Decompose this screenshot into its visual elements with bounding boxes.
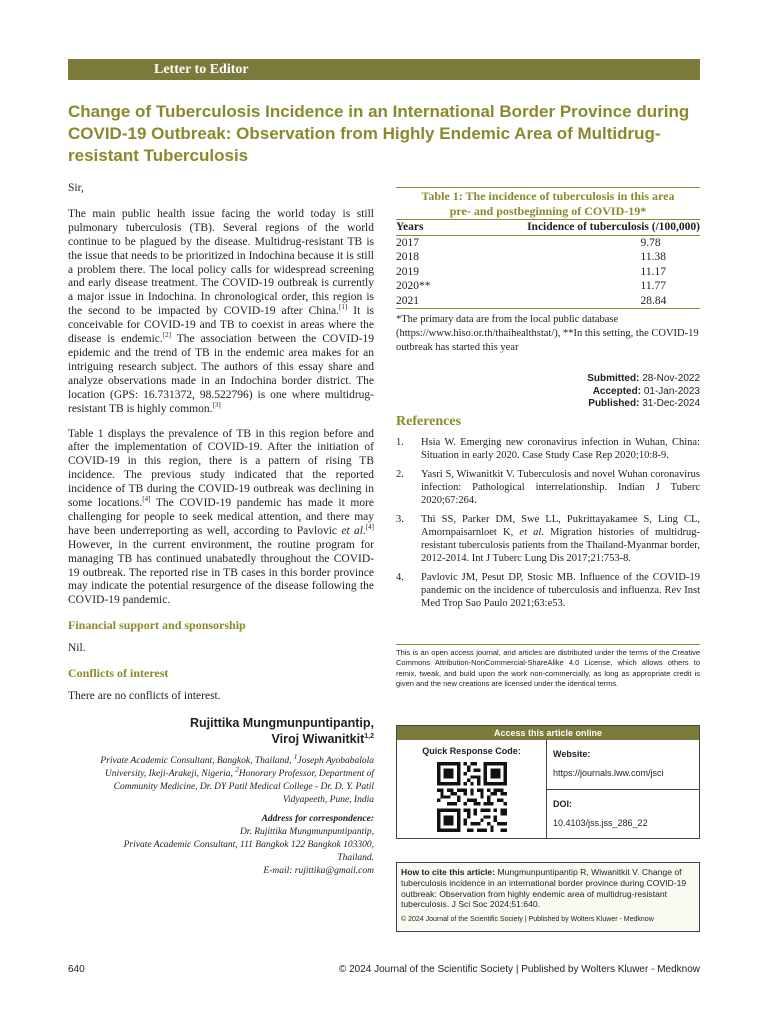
list-item[interactable]: 4. Pavlovic JM, Pesut DP, Stosic MB. Influence of the COVID-19 pandemic on the incidence of tuberculosis and influenza. Rev Inst Med Trop Sao Paulo 2021;63:e53. (396, 572, 700, 609)
table-row: 2018 11.38 (396, 251, 666, 263)
body-paragraph-1: The main public health issue facing the world today is still pulmonary tuberculosis (TB). Several regions of the world continue to be plagued by the disease. Multidrug-resistant TB is the issue that needs to be prioritized in Indochina because it is still a problem there. The local policy calls for widespread screening and early disease treatment. The COVID-19 outbreak is currently a major issue in Indochina. In chronological order, this region is the second to be impacted by COVID-19 after China.[1] It is conceivable for COVID-19 and TB to coexist in areas where the disease is endemic.[2] The association between the COVID-19 epidemic and the trend of TB in the endemic area makes for an intriguing research subject. The authors of this essay share and analyze observations made in an Indochina border district. The location (GPS: 16.731372, 98.522796) is one where multidrug-resistant TB is highly common.[3] (68, 207, 374, 415)
letter-body (68, 182, 374, 878)
table-row: 2017 9.78 (396, 236, 661, 249)
col-years: Years (396, 220, 436, 236)
access-heading: Access this article online (397, 726, 699, 740)
list-item[interactable]: 3. Thi SS, Parker DM, Swe LL, Pukrittayakamee S, Ling CL, Amornpaisarnloet K, et al. Migration histories of multidrug-resistant tuberculosis patients from the Thailand-Myanmar border, 2012-2014. Int J Tuberc Lung Dis 2017;21:753-8. (396, 514, 700, 564)
article-title: Change of Tuberculosis Incidence in an International Border Province during COVID-19 Outbreak: Observation from Highly Endemic Area of Multidrug-resistant Tuberculosis (68, 102, 690, 165)
citation-1[interactable]: [1] (339, 303, 348, 312)
references-heading: References (396, 414, 462, 429)
table-row: 2021 28.84 (396, 294, 700, 309)
citation-2[interactable]: [2] (162, 331, 171, 340)
article-type-banner: Letter to Editor (68, 59, 700, 80)
list-item[interactable]: 2. Yasri S, Wiwanitkit V. Tuberculosis and novel Wuhan coronavirus infection: Pathological interrelationship. Indian J Tuberc 2020;67:264. (396, 469, 700, 506)
citation-4[interactable]: [4] (142, 495, 151, 504)
incidence-table (396, 219, 700, 309)
article-dates: Submitted: 28-Nov-2022 Accepted: 01-Jan-2023 Published: 31-Dec-2024 (587, 373, 700, 409)
correspondence: Address for correspondence: Dr. Rujittika Mungmunpuntipantip, Private Academic Consultant, 111 Bangkok 122 Bangkok 103300, Thailand. E-mail: rujittika@gmail.com (68, 813, 374, 878)
how-to-cite-box: How to cite this article: Mungmunpuntipantip R, Wiwanitkit V. Change of tuberculosis incidence in an international border province during COVID-19 outbreak: Observation from highly endemic area of multidrug-resistant tuberculosis. J Sci Soc 2024;51:640. © 2024 Journal of the Scientific Society | Published by Wolters Kluwer - Medknow (396, 862, 700, 932)
citation-3[interactable]: [3] (212, 400, 221, 409)
website-cell: Website: https://journals.lww.com/jsci (547, 740, 699, 790)
table-row: 2019 11.17 (396, 265, 666, 278)
reference-list (396, 436, 700, 616)
body-paragraph-2: Table 1 displays the prevalence of TB in this region before and after the implementation of COVID-19. After the initiation of COVID-19 in this region, there is a pattern of rising TB incidence. The previous study indicated that the reported incidence of TB during the COVID-19 outbreak was declining in some locations.[4] The COVID-19 pandemic has made it more challenging for people to seek medical attention, and there may have been underreporting as well, according to Pavlovic et al.[4] However, in the current environment, the routine program for managing TB has continued unabatedly throughout the COVID-19 outbreak. The reported rise in TB cases in this border province may indicate the potential resurgence of the disease following the COVID-19 pandemic. (68, 427, 375, 607)
publisher-line: © 2024 Journal of the Scientific Society | Published by Wolters Kluwer - Medknow (338, 964, 700, 975)
affiliations: Private Academic Consultant, Bangkok, Thailand, $^1$Joseph Ayobabalola University, Ikeji-Arakeji, Nigeria, $^2$Honorary Professor, Department of Community Medicine, Dr. DY Patil Medical College - Dr. D. Y. Patil Vidyapeeth, Pune, India (100, 752, 374, 805)
doi-cell: DOI: 10.4103/jss.jss_286_22 (547, 790, 699, 838)
conflicts-heading: Conflicts of interest (68, 666, 169, 681)
salutation: Sir, (68, 182, 84, 194)
qr-cell: Quick Response Code: (397, 740, 547, 838)
financial-heading: Financial support and sponsorship (68, 618, 246, 633)
table-title: Table 1: The incidence of tuberculosis in this area pre- and postbeginning of COVID-19* (396, 187, 700, 219)
website-link[interactable]: https://journals.lww.com/jsci (553, 768, 664, 778)
author-list: Rujittika Mungmunpuntipantip, Viroj Wiwanitkit$^{1,2}$ (190, 715, 374, 746)
page-number: 640 (68, 964, 85, 975)
table-row: 2020** 11.77 (396, 280, 666, 292)
financial-text: Nil. (68, 642, 86, 655)
access-box (396, 725, 700, 839)
doi-link[interactable]: 10.4103/jss.jss_286_22 (553, 818, 648, 828)
citation-4b[interactable]: [4] (365, 523, 374, 532)
license-note: This is an open access journal, and articles are distributed under the terms of the Creative Commons Attribution-NonCommercial-ShareAlike 4.0 License, which allows others to remix, tweak, and build upon the work non-commercially, as long as appropriate credit is given and the new creations are licensed under the identical terms. (396, 644, 700, 689)
col-incidence: Incidence of tuberculosis (/100,000) (436, 220, 700, 236)
correspondence-email[interactable]: E-mail: rujittika@gmail.com (263, 865, 374, 876)
list-item[interactable]: 1. Hsia W. Emerging new coronavirus infection in Wuhan, China: Situation in early 2020. Case Study Case Rep 2020;10:8-9. (396, 437, 700, 461)
conflicts-text: There are no conflicts of interest. (68, 690, 221, 702)
table-1 (396, 187, 700, 355)
qr-code-icon[interactable] (437, 762, 507, 832)
table-footnote: *The primary data are from the local public database (https://www.hiso.or.th/thaihealthstat/), **In this setting, the COVID-19 outbreak has started this year (396, 314, 699, 353)
cite-copyright: © 2024 Journal of the Scientific Society | Published by Wolters Kluwer - Medknow (401, 916, 654, 924)
